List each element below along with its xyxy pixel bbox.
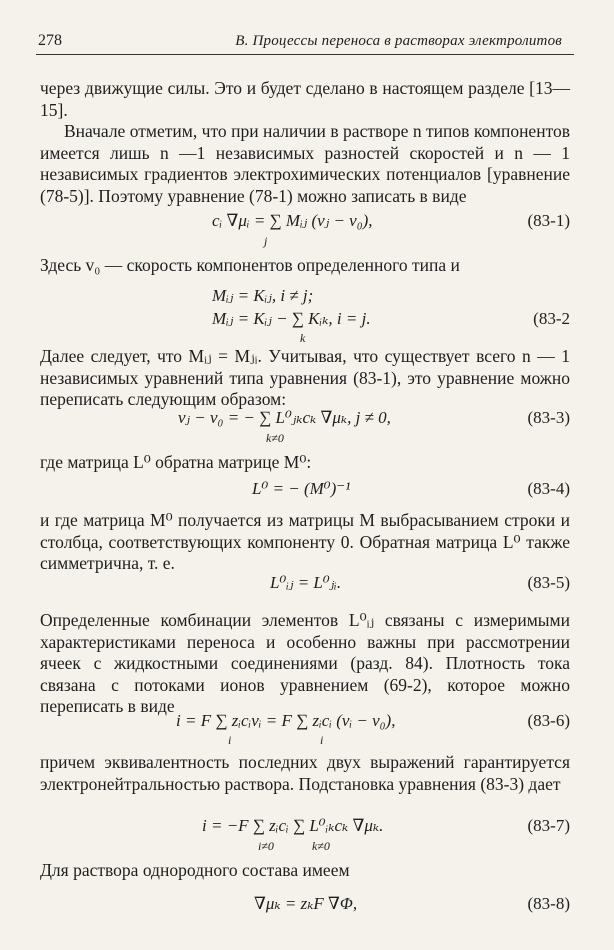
equation-body: L⁰ = − (M⁰)⁻¹ <box>252 479 351 498</box>
sum-index: j <box>264 234 268 248</box>
equation-83-7 <box>0 815 614 853</box>
paragraph-4: Далее следует, что Mᵢⱼ = Mⱼᵢ. Учитывая, что существует всего n — 1 независимых уравнений типа уравнения (83-1), это уравнение можно переписать следующим образом: <box>40 346 570 409</box>
equation-body: Mᵢⱼ = Kᵢⱼ − ∑ Kᵢₖ, i = j. <box>212 309 371 328</box>
equation-83-1 <box>0 210 614 248</box>
equation-number: (83-5) <box>527 573 570 592</box>
equation-number: (83-8) <box>527 894 570 913</box>
equation-83-6 <box>0 710 614 747</box>
equation-body: cᵢ ∇μᵢ = ∑ Mᵢⱼ (vⱼ − v₀), <box>212 211 373 230</box>
equation-body: i = F ∑ zᵢcᵢvᵢ = F ∑ zᵢcᵢ (vᵢ − v₀), <box>176 711 396 730</box>
paragraph-8: причем эквивалентность последних двух выражений гарантируется электронейтральностью раствора. Подстановка уравнения (83-3) дает <box>40 752 570 794</box>
equation-number: (83-2 <box>533 309 570 328</box>
paragraph-9: Для раствора однородного состава имеем <box>40 860 350 880</box>
paragraph-3: Здесь v₀ — скорость компонентов определенного типа и <box>40 255 460 275</box>
paragraph-7: Определенные комбинации элементов L⁰ᵢⱼ связаны с измеримыми характеристиками переноса и особенно важны при рассмотрении ячеек с жидкостными соединениями (разд. 84). Плотность тока связана с потоками ионов уравнением (69-2), которое можно переписать в виде <box>40 610 570 716</box>
equation-number: (83-7) <box>527 816 570 835</box>
sum-index: k <box>300 331 306 345</box>
equation-number: (83-4) <box>527 479 570 498</box>
equation-number: (83-6) <box>527 711 570 730</box>
sum-index-2: i <box>320 733 324 747</box>
sum-index: i <box>228 733 232 747</box>
equation-body: L⁰ᵢⱼ = L⁰ⱼᵢ. <box>270 573 342 592</box>
page-number: 278 <box>38 32 62 49</box>
equation-83-5 <box>0 572 614 596</box>
equation-number: (83-3) <box>527 408 570 427</box>
equation-body: ∇μₖ = zₖF ∇Φ, <box>254 894 358 913</box>
equation-number: (83-1) <box>527 211 570 230</box>
equation-body: i = −F ∑ zᵢcᵢ ∑ L⁰ᵢₖcₖ ∇μₖ. <box>202 816 384 835</box>
page-header <box>36 30 574 55</box>
paragraph-2: Вначале отметим, что при наличии в растворе n типов компонентов имеется лишь n —1 независимых разностей скоростей и n — 1 независимых градиентов электрохимических потенциалов [уравнение (78-5)]. Поэтому уравнение (78-1) можно записать в виде <box>40 121 570 206</box>
paragraph-6: и где матрица M⁰ получается из матрицы M выбрасыванием строки и столбца, соответствующих компоненту 0. Обратная матрица L⁰ также симметрична, т. е. <box>40 510 570 573</box>
running-title: В. Процессы переноса в растворах электролитов <box>235 33 562 49</box>
equation-83-8 <box>0 893 614 917</box>
sum-index: k≠0 <box>266 431 284 445</box>
equation-83-2a <box>0 285 614 309</box>
paragraph-1: через движущие силы. Это и будет сделано в настоящем разделе [13—15]. <box>40 78 570 120</box>
equation-body: vⱼ − v₀ = − ∑ L⁰ⱼₖcₖ ∇μₖ, j ≠ 0, <box>178 408 391 427</box>
sum-index-2: k≠0 <box>312 839 330 853</box>
equation-83-2b <box>0 308 614 345</box>
equation-83-3 <box>0 407 614 445</box>
paragraph-5: где матрица L⁰ обратна матрице M⁰: <box>40 452 312 472</box>
sum-index: i≠0 <box>258 839 274 853</box>
equation-83-4 <box>0 478 614 502</box>
equation-body: Mᵢⱼ = Kᵢⱼ, i ≠ j; <box>212 286 314 305</box>
